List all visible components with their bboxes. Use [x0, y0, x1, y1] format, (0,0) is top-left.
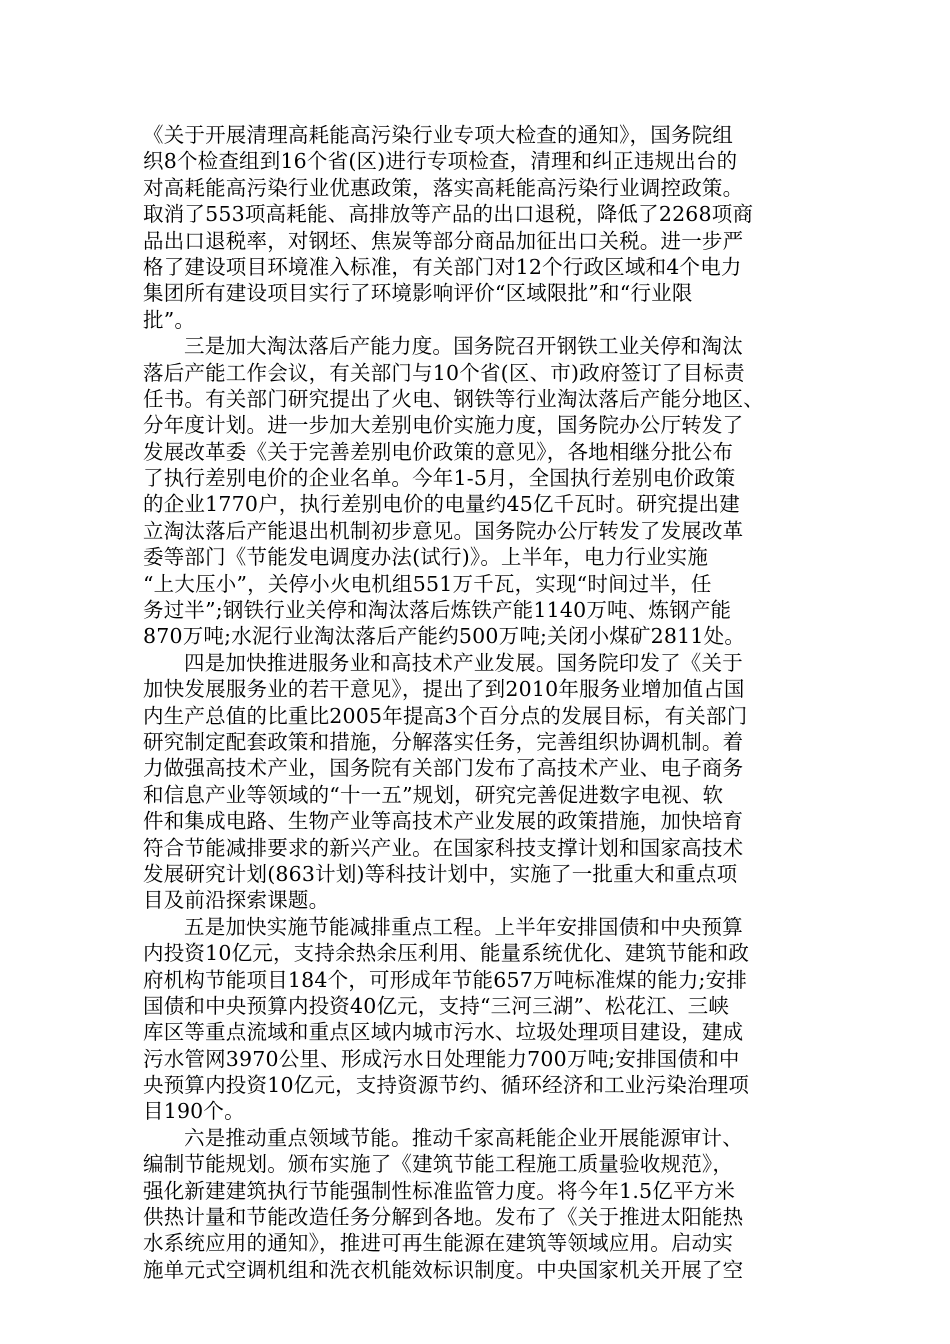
text-line: 和信息产业等领域的“十一五”规划，研究完善促进数字电视、软: [143, 782, 724, 807]
text-line: 品出口退税率，对钢坯、焦炭等部分商品加征出口关税。进一步严: [143, 228, 744, 253]
text-line: 格了建设项目环境准入标准，有关部门对12个行政区域和4个电力: [143, 254, 742, 279]
text-line: 分年度计划。进一步加大差别电价实施力度，国务院办公厅转发了: [143, 413, 744, 438]
text-line: 强化新建建筑执行节能强制性标准监管力度。将今年1.5亿平方米: [143, 1178, 736, 1203]
text-line: 供热计量和节能改造任务分解到各地。发布了《关于推进太阳能热: [143, 1205, 744, 1230]
text-line: 870万吨;水泥行业淘汰落后产能约500万吨;关闭小煤矿2811处。: [143, 624, 746, 649]
text-line: 对高耗能高污染行业优惠政策，落实高耗能高污染行业调控政策。: [143, 175, 744, 200]
paragraph-start-line: 五是加快实施节能减排重点工程。上半年安排国债和中央预算: [184, 914, 743, 939]
text-line: 立淘汰落后产能退出机制初步意见。国务院办公厅转发了发展改革: [143, 518, 744, 543]
text-line: 研究制定配套政策和措施，分解落实任务，完善组织协调机制。着: [143, 729, 744, 754]
text-line: 落后产能工作会议，有关部门与10个省(区、市)政府签订了目标责: [143, 360, 745, 385]
text-line: 央预算内投资10亿元，支持资源节约、循环经济和工业污染治理项: [143, 1073, 750, 1098]
text-line: 水系统应用的通知》，推进可再生能源在建筑等领域应用。启动实: [143, 1231, 734, 1256]
text-line: 加快发展服务业的若干意见》，提出了到2010年服务业增加值占国: [143, 677, 745, 702]
text-line: 《关于开展清理高耗能高污染行业专项大检查的通知》，国务院组: [143, 123, 734, 147]
text-line: 目190个。: [143, 1099, 245, 1124]
text-line: 件和集成电路、生物产业等高技术产业发展的政策措施，加快培育: [143, 809, 744, 834]
text-line: 委等部门《节能发电调度办法(试行)》。上半年，电力行业实施: [143, 545, 709, 570]
document-body: [143, 122, 827, 1283]
text-line: 编制节能规划。颁布实施了《建筑节能工程施工质量验收规范》，: [143, 1152, 734, 1177]
paragraph-start-line: 三是加大淘汰落后产能力度。国务院召开钢铁工业关停和淘汰: [184, 334, 743, 359]
text-line: 府机构节能项目184个，可形成年节能657万吨标准煤的能力;安排: [143, 967, 748, 992]
text-line: 了执行差别电价的企业名单。今年1-5月，全国执行差别电价政策: [143, 466, 736, 491]
text-line: 力做强高技术产业，国务院有关部门发布了高技术产业、电子商务: [143, 756, 744, 781]
text-line: 集团所有建设项目实行了环境影响评价“区域限批”和“行业限: [143, 281, 693, 306]
text-line: 库区等重点流域和重点区域内城市污水、垃圾处理项目建设，建成: [143, 1020, 744, 1045]
text-line: 施单元式空调机组和洗衣机能效标识制度。中央国家机关开展了空: [143, 1257, 744, 1282]
text-line: 织8个检查组到16个省(区)进行专项检查，清理和纠正违规出台的: [143, 149, 738, 174]
text-line: 批”。: [143, 307, 196, 332]
text-line: 发展研究计划(863计划)等科技计划中，实施了一批重大和重点项: [143, 861, 738, 886]
text-line: 取消了553项高耗能、高排放等产品的出口退税，降低了2268项商: [143, 202, 754, 227]
text-line: 的企业1770户，执行差别电价的电量约45亿千瓦时。研究提出建: [143, 492, 740, 517]
text-line: 发展改革委《关于完善差别电价政策的意见》，各地相继分批公布: [143, 439, 734, 464]
text-line: 符合节能减排要求的新兴产业。在国家科技支撑计划和国家高技术: [143, 835, 744, 860]
paragraph-start-line: 四是加快推进服务业和高技术产业发展。国务院印发了《关于: [184, 650, 743, 675]
text-line: 污水管网3970公里、形成污水日处理能力700万吨;安排国债和中: [143, 1046, 740, 1071]
text-line: 目及前沿探索课题。: [143, 888, 330, 913]
text-line: “上大压小”，关停小火电机组551万千瓦，实现“时间过半，任: [143, 571, 712, 596]
text-line: 内投资10亿元，支持余热余压利用、能量系统优化、建筑节能和政: [143, 941, 750, 966]
text-line: 内生产总值的比重比2005年提高3个百分点的发展目标，有关部门: [143, 703, 748, 728]
paragraph-start-line: 六是推动重点领域节能。推动千家高耗能企业开展能源审计、: [184, 1125, 743, 1150]
text-line: 任书。有关部门研究提出了火电、钢铁等行业淘汰落后产能分地区、: [143, 386, 764, 411]
text-line: 国债和中央预算内投资40亿元，支持“三河三湖”、松花江、三峡: [143, 993, 730, 1018]
text-line: 务过半”;钢铁行业关停和淘汰落后炼铁产能1140万吨、炼钢产能: [143, 598, 732, 623]
